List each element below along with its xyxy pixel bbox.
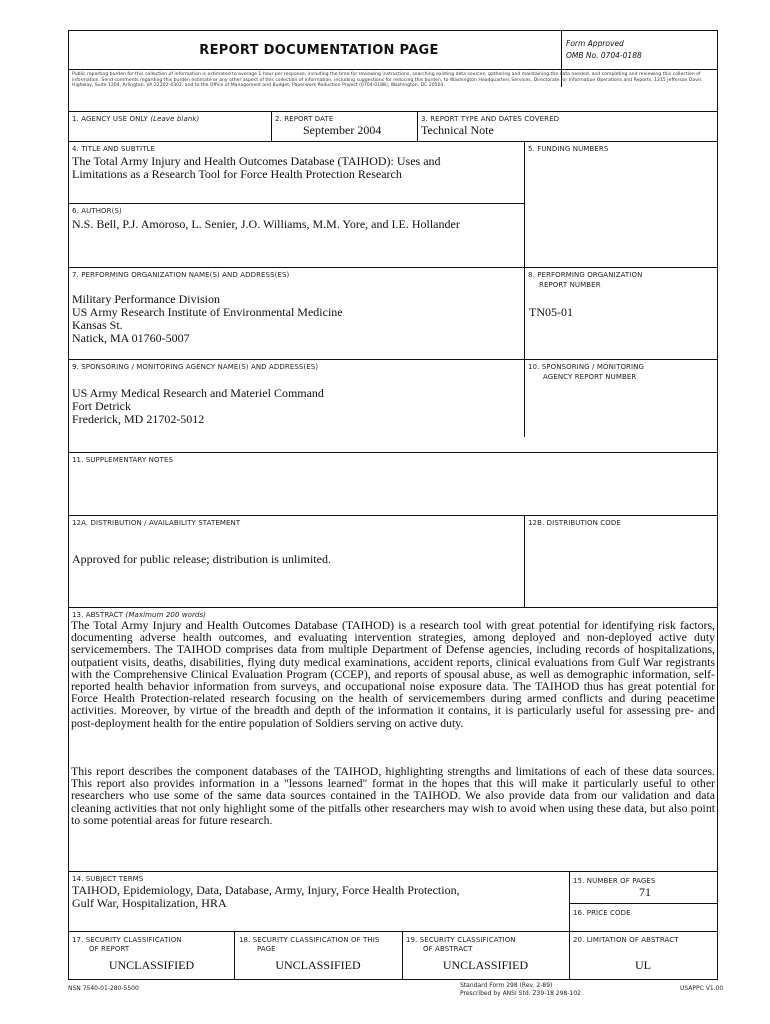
divider — [524, 141, 525, 267]
distribution-label: 12A. DISTRIBUTION / AVAILABILITY STATEMENT — [72, 519, 241, 527]
divider — [417, 111, 418, 141]
performing-org-line: Kansas St. — [72, 318, 123, 332]
ansi-label: Prescribed by ANSI Std. Z39-18 298-102 — [460, 990, 581, 997]
sec-report-label-2: OF REPORT — [89, 945, 130, 953]
subject-terms-line-2: Gulf War, Hospitalization, HRA — [72, 896, 227, 910]
divider — [524, 515, 525, 607]
supplementary-label: 11. SUPPLEMENTARY NOTES — [72, 456, 174, 464]
perf-report-label: 8. PERFORMING ORGANIZATION — [528, 271, 643, 279]
limitation-label: 20. LIMITATION OF ABSTRACT — [573, 936, 679, 944]
omb-number: OMB No. 0704-0188 — [566, 51, 642, 60]
perf-report-label-2: REPORT NUMBER — [539, 281, 601, 289]
divider — [271, 111, 272, 141]
price-code-label: 16. PRICE CODE — [573, 909, 631, 917]
subject-terms-line-1: TAIHOD, Epidemiology, Data, Database, Army, Injury, Force Health Protection, — [72, 883, 460, 897]
performing-org-line: Military Performance Division — [72, 292, 220, 306]
standard-form-label: Standard Form 298 (Rev. 2-89) — [460, 982, 553, 989]
sec-abstract-value: UNCLASSIFIED — [442, 958, 529, 972]
limitation-value: UL — [635, 958, 651, 972]
perf-report-number: TN05-01 — [529, 305, 573, 319]
distribution-statement: Approved for public release; distribution is unlimited. — [72, 552, 331, 566]
sec-page-label: 18. SECURITY CLASSIFICATION OF THIS — [239, 936, 380, 944]
sponsor-report-label-2: AGENCY REPORT NUMBER — [543, 373, 637, 381]
burden-statement: Public reporting burden for this collection of information is estimated to average 1 hour per response, including the time for reviewing instructions, searching existing data sources, gathering and maintaining the data needed, and completing and reviewing this collection of information. Send comments regarding this burden estimate or any other aspect of this collection of information, including suggestions for reducing this burden, to Washington Headquarters Services, Directorate for Information Operations and Reports, 1215 Jefferson Davis Highway, Suite 1204, Arlington, VA 22202-4302, and to the Office of Management and Budget, Paperwork Reduction Project (0704-0188), Washington, DC 20503. — [72, 72, 702, 89]
sec-page-label-2: PAGE — [257, 945, 276, 953]
divider — [69, 111, 717, 112]
sec-report-label: 17. SECURITY CLASSIFICATION — [72, 936, 182, 944]
report-date-label: 2. REPORT DATE — [275, 115, 334, 123]
divider — [69, 871, 717, 872]
sec-page-value: UNCLASSIFIED — [275, 958, 361, 972]
divider — [69, 359, 717, 360]
divider — [69, 452, 717, 453]
authors: N.S. Bell, P.J. Amoroso, L. Senier, J.O. Williams, M.M. Yore, and I.E. Hollander — [72, 217, 460, 231]
number-of-pages-label: 15. NUMBER OF PAGES — [573, 877, 656, 885]
report-type: Technical Note — [421, 123, 494, 137]
sponsoring-line: Frederick, MD 21702-5012 — [72, 412, 205, 426]
distribution-code-label: 12B. DISTRIBUTION CODE — [528, 519, 621, 527]
sec-abstract-label-2: OF ABSTRACT — [423, 945, 473, 953]
form-approved-label: Form Approved — [566, 39, 624, 48]
abstract-paragraph-2: This report describes the component databases of the TAIHOD, highlighting strengths and limitations of each of these data sources. This report also provides information in a "lessons learned" format in the hopes that this will make it particularly useful to other researchers who use some of the same data sources contained in the TAIHOD. We also provide data from our validation and data cleaning activities that not only highlight some of the pitfalls other researchers may wish to avoid when using these data, but also point to some potential areas for future research. — [71, 764, 715, 827]
report-date: September 2004 — [303, 123, 382, 137]
performing-org-line: US Army Research Institute of Environmental Medicine — [72, 305, 343, 319]
divider — [69, 203, 524, 204]
title-label: 4. TITLE AND SUBTITLE — [72, 145, 156, 153]
agency-use-label: 1. AGENCY USE ONLY (Leave blank) — [72, 115, 200, 123]
title-line-2: Limitations as a Research Tool for Force Health Protection Research — [72, 167, 402, 181]
report-documentation-form — [68, 30, 718, 980]
divider — [569, 903, 717, 904]
divider — [69, 931, 717, 932]
sponsoring-label: 9. SPONSORING / MONITORING AGENCY NAME(S) AND ADDRESS(ES) — [72, 363, 319, 371]
sec-abstract-label: 19. SECURITY CLASSIFICATION — [406, 936, 516, 944]
divider — [69, 141, 717, 142]
sponsoring-line: Fort Detrick — [72, 399, 131, 413]
divider — [69, 515, 717, 516]
nsn-number: NSN 7540-01-280-5500 — [68, 985, 139, 992]
divider — [69, 69, 717, 70]
sponsoring-line: US Army Medical Research and Materiel Command — [72, 386, 324, 400]
divider — [69, 607, 717, 608]
performing-org-label: 7. PERFORMING ORGANIZATION NAME(S) AND ADDRESS(ES) — [72, 271, 290, 279]
abstract-label: 13. ABSTRACT (Maximum 200 words) — [72, 611, 207, 619]
performing-org-line: Natick, MA 01760-5007 — [72, 331, 190, 345]
abstract-paragraph-1: The Total Army Injury and Health Outcomes Database (TAIHOD) is a research tool with great potential for identifying risk factors, documenting adverse health outcomes, and evaluating intervention strategies, among deployed and non-deployed active duty servicemembers. The TAIHOD comprises data from multiple Department of Defense agencies, including records of hospitalizations, outpatient visits, deaths, disabilities, flying duty medical examinations, accident reports, clinical evaluations from Gulf War registrants with the Comprehensive Clinical Evaluation Program (CCEP), and reports of spousal abuse, as well as demographic information, self-reported health behavior information from surveys, and occupational noise exposure data. The TAIHOD thus has great potential for Force Health Protection-related research focusing on the health of servicemembers during armed conflicts and during peacetime activities. Moreover, by virtue of the breadth and depth of the information it contains, it is particularly useful for assessing pre- and post-deployment health for the entire population of Soldiers serving on active duty. — [71, 618, 715, 730]
corner-code: USAPPC V1.00 — [680, 985, 724, 992]
report-type-label: 3. REPORT TYPE AND DATES COVERED — [421, 115, 560, 123]
funding-label: 5. FUNDING NUMBERS — [528, 145, 609, 153]
number-of-pages: 71 — [639, 885, 651, 899]
authors-label: 6. AUTHOR(S) — [72, 207, 122, 215]
divider — [569, 871, 570, 931]
sec-report-value: UNCLASSIFIED — [108, 958, 195, 972]
subject-terms-label: 14. SUBJECT TERMS — [72, 875, 144, 883]
sponsor-report-label: 10. SPONSORING / MONITORING — [528, 363, 645, 371]
divider — [524, 267, 525, 437]
page-title: REPORT DOCUMENTATION PAGE — [199, 43, 439, 58]
divider — [69, 267, 717, 268]
title-line-1: The Total Army Injury and Health Outcomes Database (TAIHOD): Uses and — [72, 154, 441, 168]
